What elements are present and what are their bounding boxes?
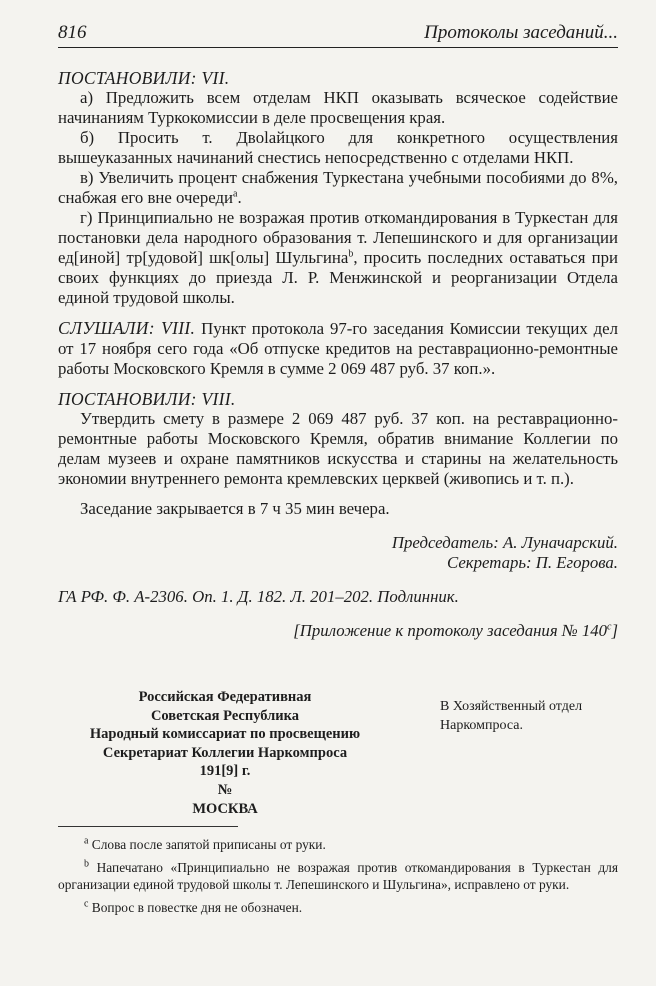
section-vii-a: а) Предложить всем отделам НКП оказывать всяческое содействие начинаниям Туркокомиссии в деле просвещения края. xyxy=(58,88,618,127)
addressee-line-1: В Хозяйственный отдел xyxy=(440,699,583,714)
appendix-close: ] xyxy=(611,621,618,640)
letterhead-line-5: 191[9] г. xyxy=(199,763,251,780)
page-number: 816 xyxy=(58,22,87,43)
footnote-rule xyxy=(58,826,238,827)
page-header xyxy=(58,20,618,48)
document-body xyxy=(58,68,618,641)
letterhead-line-4: Секретариат Коллегии Наркомпроса xyxy=(102,744,348,761)
secretary-signature: Секретарь: П. Егорова. xyxy=(447,553,618,572)
addressee xyxy=(440,697,630,735)
footnote-a xyxy=(58,836,618,854)
footnote-c-mark: c xyxy=(84,898,89,910)
section-vii-g-text-2: , просить последних оставаться при своих функциях до приезда Л. Р. Менжинской и реорганизации Отдела единой трудовой школы. xyxy=(58,248,618,307)
footnote-b xyxy=(58,859,618,894)
footnote-a-mark: a xyxy=(84,835,89,847)
section-vii-b: б) Просить т. Двolaйцкого для конкретного осуществления вышеуказанных начинаний снестись непосредственно с отделами НКП. xyxy=(58,128,618,167)
footnote-c-text: Вопрос в повестке дня не обозначен. xyxy=(88,899,303,915)
appendix-note xyxy=(58,621,618,641)
section-vii-g xyxy=(58,208,618,308)
section-viii-listen-text: Пункт протокола 97-го заседания Комиссии текущих дел от 17 ноября сего года «Об отпуске кредитов на реставрационно-ремонтные работы Московского Кремля в сумме 2 069 487 руб. 37 коп.». xyxy=(58,319,618,378)
footnote-ref-a: a xyxy=(232,188,238,200)
footnote-a-text: Слова после запятой приписаны от руки. xyxy=(88,837,326,852)
footnote-ref-c: c xyxy=(607,621,612,633)
footnote-ref-b: b xyxy=(348,248,354,260)
footnotes xyxy=(58,836,618,921)
section-viii-heading: ПОСТАНОВИЛИ: VIII. xyxy=(58,389,236,409)
running-title: Протоколы заседаний... xyxy=(424,22,618,43)
footnote-b-text: Напечатано «Принципиально не возражая против откомандирования в Туркестан для организации единой трудовой школы т. Лепешинского и Шульгина», исправлено от руки. xyxy=(58,859,618,892)
section-vii-v-text: в) Увеличить процент снабжения Туркестана учебными пособиями до 8%, снабжая его вне очереди xyxy=(58,168,618,207)
section-viii-text: Утвердить смету в размере 2 069 487 руб. 37 коп. на реставрационно-ремонтные работы Московского Кремля, обратив внимание Коллегии по делам музеев и охране памятников искусства и старины на желательность экономии внутреннего ремонта кремлевских церквей (живопись и т. п.). xyxy=(58,409,618,488)
letterhead-line-6: № xyxy=(217,781,233,798)
section-viii-listen xyxy=(58,318,618,379)
addressee-line-2: Наркомпроса. xyxy=(440,718,523,733)
closing-line: Заседание закрывается в 7 ч 35 мин вечера. xyxy=(80,499,390,518)
section-vii-v: в) Увеличить процент снабжения Туркестана учебными пособиями до 8%, снабжая его вне очереди$^a$. xyxy=(58,168,618,207)
letterhead-line-1: Российская Федеративная xyxy=(138,689,312,705)
footnote-c xyxy=(58,899,618,917)
letterhead xyxy=(75,688,375,818)
section-vii-heading: ПОСТАНОВИЛИ: VII. xyxy=(58,68,230,88)
archive-reference: ГА РФ. Ф. А-2306. Оп. 1. Д. 182. Л. 201–202. Подлинник. xyxy=(58,587,459,606)
footnote-b-mark: b xyxy=(84,858,89,870)
letterhead-line-2: Советская Республика xyxy=(150,707,300,724)
letterhead-line-3: Народный комиссариат по просвещению xyxy=(89,726,361,743)
section-vii-g-text-1: г) Принципиально не возражая против откомандирования в Туркестан для постановки дела народного образования т. Лепешинского и для организации ед[иной] тр[удовой] шк[олы] Шульгина xyxy=(58,208,618,267)
header-rule xyxy=(58,47,618,48)
appendix-text: [Приложение к протоколу заседания № 140 xyxy=(293,621,608,640)
section-viii-listen-label: СЛУШАЛИ: VIII. xyxy=(58,318,196,338)
letterhead-line-7: МОСКВА xyxy=(192,800,258,817)
chair-signature: Председатель: А. Луначарский. xyxy=(391,533,618,552)
